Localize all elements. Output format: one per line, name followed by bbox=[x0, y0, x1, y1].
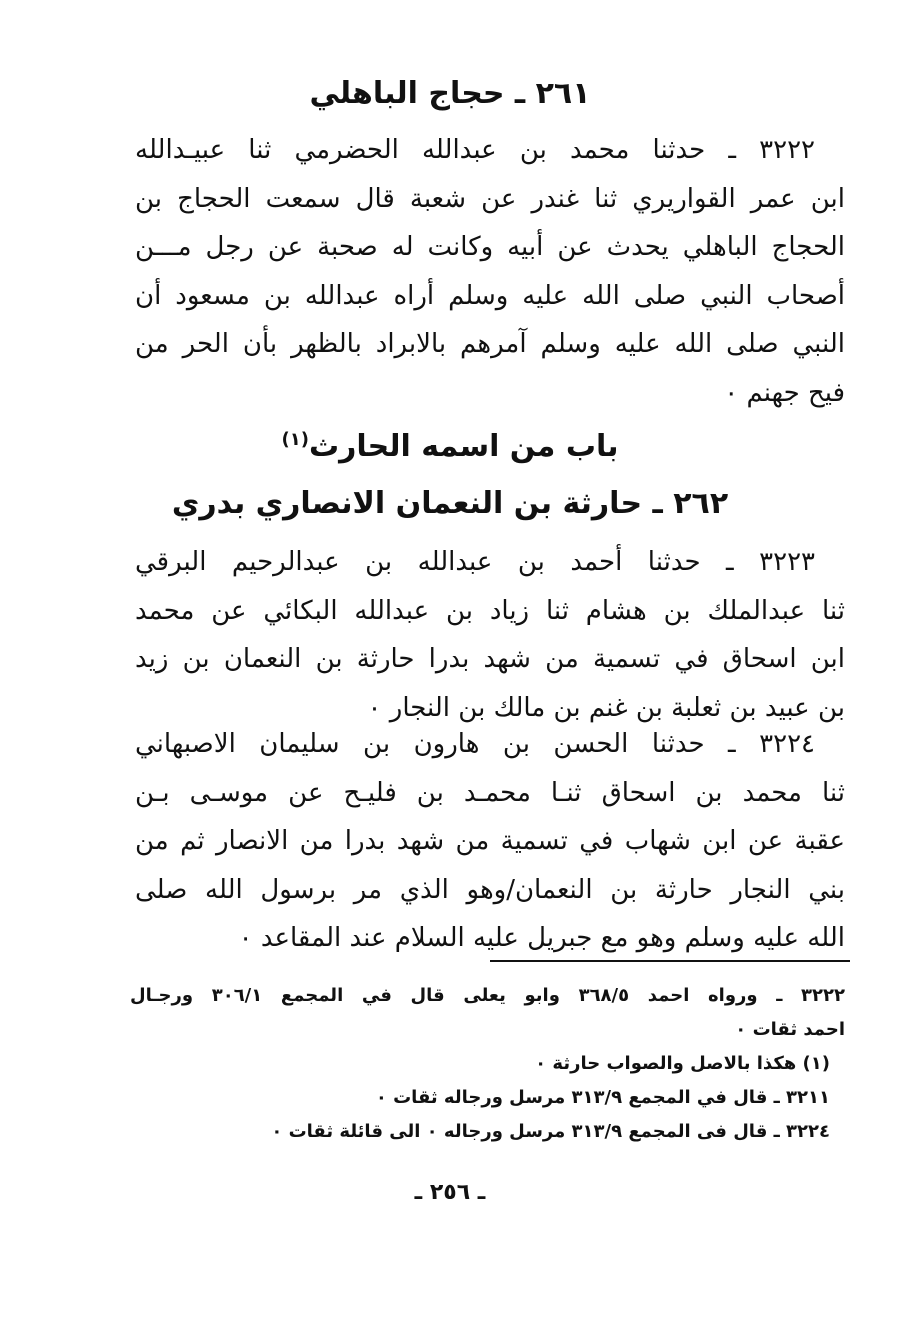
text-line: ٣٢٢٢ ـ حدثنا محمد بن عبدالله الحضرمي ثنا عبيـدالله bbox=[135, 135, 815, 165]
footnote-line: (١) هكذا بالاصل والصواب حارثة ٠ bbox=[535, 1053, 830, 1074]
chapter-heading bbox=[0, 420, 900, 467]
text-line: ابن عمر القواريري ثنا غندر عن شعبة قال سمعت الحجاج بن bbox=[135, 183, 845, 214]
footnote-line: ٣٢٢٢ ـ ورواه احمد ٣٦٨/٥ وابو يعلى قال في المجمع ٣٠٦/١ ورجـال bbox=[130, 985, 845, 1006]
text-line: ٣٢٢٣ ـ حدثنا أحمد بن عبدالله بن عبدالرحيم البرقي bbox=[135, 547, 815, 577]
text-line: الله عليه وسلم وهو مع جبريل عليه السلام عند المقاعد ٠ bbox=[238, 923, 845, 953]
text-line: النبي صلى الله عليه وسلم آمرهم بالابراد بالظهر بأن الحر من bbox=[135, 329, 845, 359]
section-heading-262: ٢٦٢ ـ حارثة بن النعمان الانصاري بدري bbox=[171, 486, 729, 521]
footnote-line: ٣٢٢٤ ـ قال فى المجمع ٣١٣/٩ مرسل ورجاله ٠ الى قائلة ثقات ٠ bbox=[271, 1121, 830, 1142]
hadith-3222 bbox=[135, 126, 845, 417]
hadith-3224 bbox=[135, 720, 845, 963]
text-line: ابن اسحاق في تسمية من شهد بدرا حارثة بن النعمان بن زيد bbox=[135, 644, 845, 674]
footnote-line: احمد ثقات ٠ bbox=[735, 1019, 845, 1040]
text-line: بن عبيد بن ثعلبة بن غنم بن مالك بن النجار ٠ bbox=[367, 692, 845, 723]
text-line: ثنا عبدالملك بن هشام ثنا زياد بن عبدالله البكائي عن محمد bbox=[135, 595, 845, 626]
footnote-divider bbox=[490, 960, 850, 962]
text-line: الحجاج الباهلي يحدث عن أبيه وكانت له صحبة عن رجل مـــن bbox=[135, 232, 845, 262]
footnotes bbox=[130, 979, 845, 1149]
text-line: بني النجار حارثة بن النعمان/وهو الذي مر برسول الله صلى bbox=[135, 874, 845, 905]
text-line: ثنا محمد بن اسحاق ثنـا محمـد بن فليـح عن موسـى بـن bbox=[135, 777, 845, 808]
entry-heading-261: ٢٦١ ـ حجاج الباهلي bbox=[309, 76, 591, 111]
footnote-marker: (١) bbox=[281, 429, 309, 450]
page-number: ـ ٢٥٦ ـ bbox=[414, 1180, 486, 1205]
text-line: ٣٢٢٤ ـ حدثنا الحسن بن هارون بن سليمان الاصبهاني bbox=[135, 729, 815, 759]
chapter-title: باب من اسمه الحارث bbox=[308, 429, 619, 464]
text-line: أصحاب النبي صلى الله عليه وسلم أراه عبدالله بن مسعود أن bbox=[135, 280, 845, 311]
text-line: عقبة عن ابن شهاب في تسمية من شهد بدرا من الانصار ثم من bbox=[135, 826, 845, 856]
hadith-3223 bbox=[135, 538, 845, 732]
text-line: فيح جهنم ٠ bbox=[724, 377, 845, 408]
footnote-line: ٣٢١١ ـ قال في المجمع ٣١٣/٩ مرسل ورجاله ثقات ٠ bbox=[375, 1087, 830, 1108]
